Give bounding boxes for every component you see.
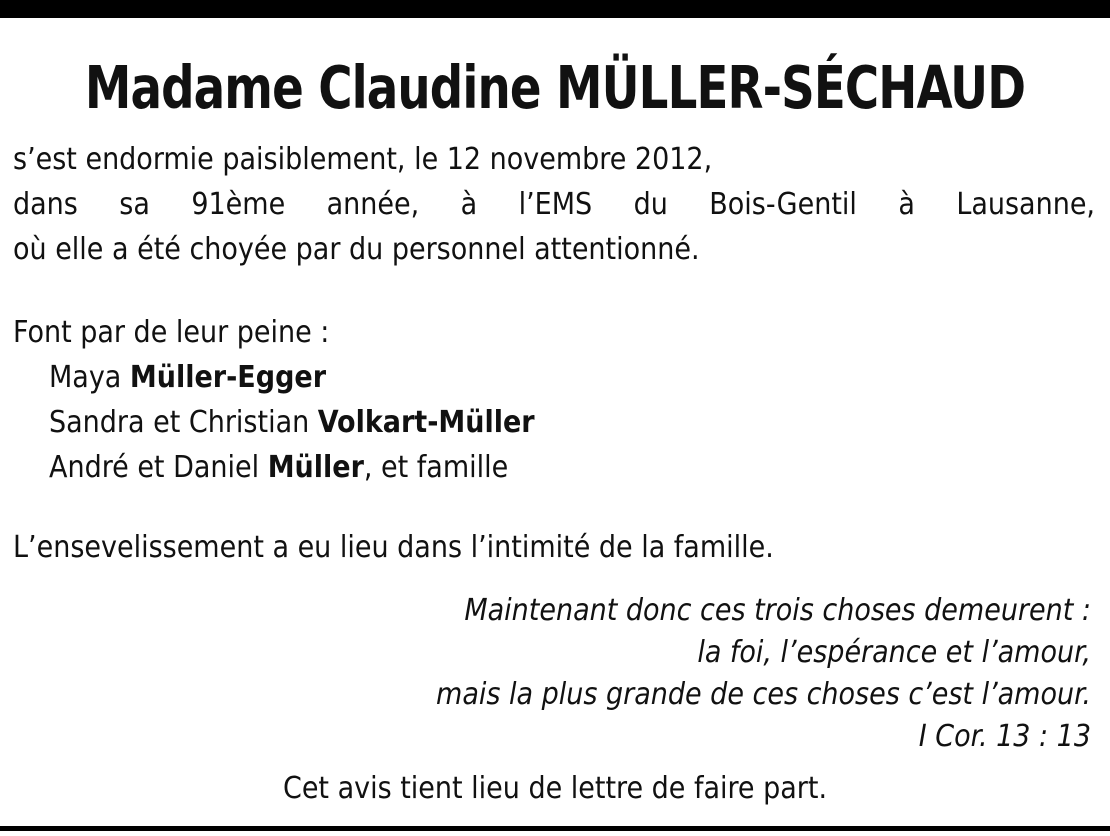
mourners-section bbox=[13, 310, 1095, 490]
mourner-given-names: Sandra et Christian bbox=[49, 405, 318, 440]
mourner-item bbox=[13, 355, 1095, 400]
quote-line: la foi, l’espérance et l’amour, bbox=[697, 635, 1091, 670]
mourner-given-names: Maya bbox=[49, 360, 130, 395]
burial-statement: L’ensevelissement a eu lieu dans l’intimité de la famille. bbox=[13, 530, 774, 565]
notice-footer: Cet avis tient lieu de lettre de faire part. bbox=[282, 771, 828, 806]
quote-line: mais la plus grande de ces choses c’est l’amour. bbox=[436, 677, 1091, 712]
mourner-surname: Müller-Egger bbox=[129, 360, 327, 395]
mourners-heading: Font par de leur peine : bbox=[13, 315, 330, 350]
mourner-given-names: André et Daniel bbox=[49, 450, 268, 485]
announcement-text bbox=[13, 137, 1095, 272]
announcement-line-1: s’est endormie paisiblement, le 12 novembre 2012, bbox=[13, 142, 713, 177]
quote-reference: I Cor. 13 : 13 bbox=[918, 719, 1091, 754]
mourner-item bbox=[13, 400, 1095, 445]
announcement-line-2: dans sa 91ème année, à l’EMS du Bois-Gentil à Lausanne, bbox=[13, 187, 1095, 222]
mourner-surname: Müller bbox=[267, 450, 364, 485]
mourner-surname: Volkart-Müller bbox=[317, 405, 535, 440]
top-border-bar bbox=[0, 0, 1110, 18]
announcement-line-3: où elle a été choyée par du personnel attentionné. bbox=[13, 232, 700, 267]
scripture-quote bbox=[436, 590, 1091, 758]
deceased-name-title: Madame Claudine MÜLLER-SÉCHAUD bbox=[84, 53, 1026, 122]
quote-line: Maintenant donc ces trois choses demeurent : bbox=[464, 593, 1091, 628]
bottom-border-rule bbox=[0, 826, 1110, 831]
mourner-item bbox=[13, 445, 1095, 490]
mourner-suffix: , et famille bbox=[363, 450, 509, 485]
